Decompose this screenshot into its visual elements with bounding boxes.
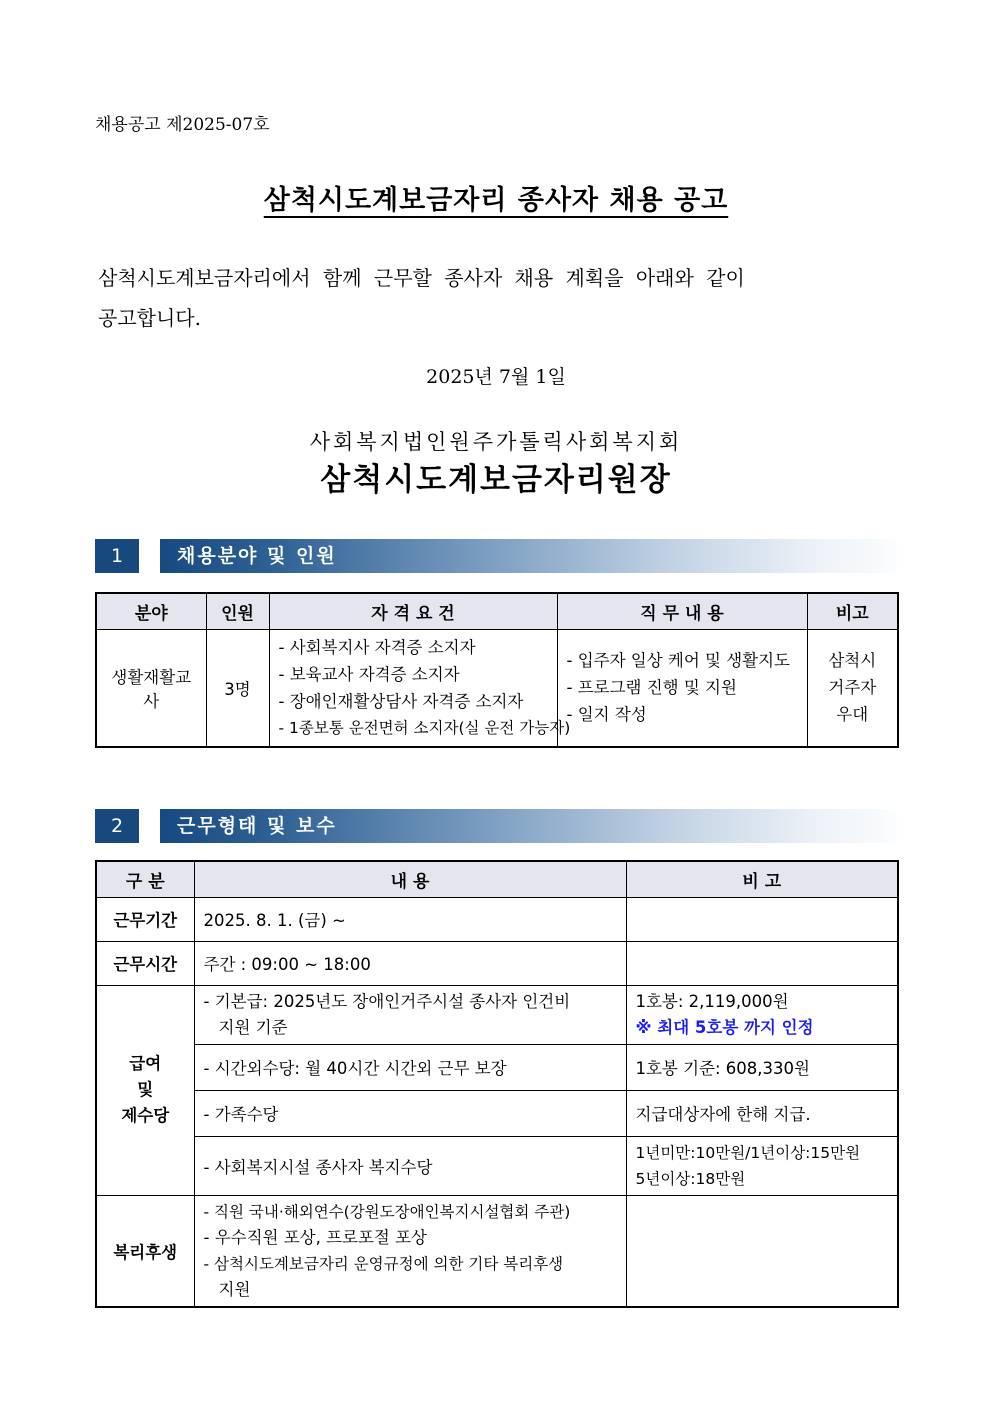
note-line: 삼척시 <box>828 651 877 671</box>
organization-head: 삼척시도계보금자리원장 <box>320 462 672 498</box>
cell-note <box>807 629 898 747</box>
base-pay-line: - 기본급: 2025년도 장애인거주시설 종사자 인건비 <box>203 991 571 1011</box>
cell-duties <box>557 629 807 747</box>
table-row-period <box>96 897 898 941</box>
duty-item: - 입주자 일상 케어 및 생활지도 <box>566 651 790 671</box>
col-header-field: 분야 <box>96 593 206 629</box>
base-pay-note-amount: 1호봉: 2,119,000원 <box>635 991 789 1011</box>
cell-benefits-note <box>626 1195 898 1307</box>
duty-item: - 일지 작성 <box>566 705 647 725</box>
row-label-salary-group <box>96 985 194 1195</box>
organization-name: 사회복지법인원주가톨릭사회복지회 <box>309 430 683 454</box>
cell-count: 3명 <box>206 629 269 747</box>
section2-number-badge: 2 <box>95 809 139 843</box>
note-line: 우대 <box>836 705 869 725</box>
cell-welfare-allowance-content: - 사회복지시설 종사자 복지수당 <box>194 1136 626 1195</box>
qualification-item: - 1종보통 운전면허 소지자(실 운전 가능자) <box>278 718 571 737</box>
work-table-header-row <box>96 861 898 897</box>
cell-field: 생활재활교사 <box>96 629 206 747</box>
col-header-duties: 직 무 내 용 <box>557 593 807 629</box>
base-pay-line: 지원 기준 <box>218 1017 288 1037</box>
section1-header <box>95 539 897 573</box>
col-header-content: 내 용 <box>194 861 626 897</box>
table-row-hours <box>96 941 898 985</box>
note-line: 거주자 <box>828 678 877 698</box>
col-header-count: 인원 <box>206 593 269 629</box>
row-label-period: 근무기간 <box>96 897 194 941</box>
qualification-item: - 보육교사 자격증 소지자 <box>278 664 460 684</box>
base-pay-note-limit: ※ 최대 5호봉 까지 인정 <box>635 1017 814 1037</box>
cell-base-pay-note <box>626 985 898 1044</box>
cell-overtime-content: - 시간외수당: 월 40시간 시간외 근무 보장 <box>194 1044 626 1090</box>
page-title <box>0 178 992 217</box>
cell-family-content: - 가족수당 <box>194 1090 626 1136</box>
cell-period-note <box>626 897 898 941</box>
intro-line-1: 삼척시도계보금자리에서 함께 근무할 종사자 채용 계획을 아래와 같이 <box>98 266 745 290</box>
cell-welfare-allowance-note <box>626 1136 898 1195</box>
doc-number: 채용공고 제2025-07호 <box>95 115 270 135</box>
duty-item: - 프로그램 진행 및 지원 <box>566 678 737 698</box>
recruitment-table-header-row <box>96 593 898 629</box>
cell-hours-content: 주간 : 09:00 ~ 18:00 <box>194 941 626 985</box>
cell-overtime-note: 1호봉 기준: 608,330원 <box>626 1044 898 1090</box>
welfare-note-line: 1년미만:10만원/1년이상:15만원 <box>635 1143 861 1162</box>
salary-label-line: 급여 <box>129 1054 162 1073</box>
recruitment-table <box>95 592 899 748</box>
qualification-item: - 사회복지사 자격증 소지자 <box>278 637 476 657</box>
work-conditions-table <box>95 860 899 1308</box>
section1-title-bar: 채용분야 및 인원 <box>160 539 897 573</box>
benefit-item: - 삼척시도계보금자리 운영규정에 의한 기타 복리후생 <box>203 1254 564 1273</box>
benefit-item: - 직원 국내·해외연수(강원도장애인복지시설협회 주관) <box>203 1202 571 1221</box>
col-header-remark: 비 고 <box>626 861 898 897</box>
cell-period-content: 2025. 8. 1. (금) ~ <box>194 897 626 941</box>
table-row-base-pay <box>96 985 898 1044</box>
section1-number-badge: 1 <box>95 539 139 573</box>
table-row-overtime <box>96 1044 898 1090</box>
col-header-category: 구 분 <box>96 861 194 897</box>
section2-header <box>95 809 897 843</box>
cell-qualifications <box>269 629 571 747</box>
table-row-welfare-allowance <box>96 1136 898 1195</box>
section2-title-bar: 근무형태 및 보수 <box>160 809 897 843</box>
salary-label-line: 제수당 <box>121 1106 170 1125</box>
cell-base-pay-content <box>194 985 626 1044</box>
row-label-hours: 근무시간 <box>96 941 194 985</box>
row-label-benefits: 복리후생 <box>96 1195 194 1307</box>
qualification-item: - 장애인재활상담사 자격증 소지자 <box>278 691 524 711</box>
salary-label-line: 및 <box>137 1080 154 1099</box>
announcement-date: 2025년 7월 1일 <box>426 366 566 388</box>
welfare-note-line: 5년이상:18만원 <box>635 1169 746 1188</box>
benefit-item: - 우수직원 포상, 프로포절 포상 <box>203 1227 427 1247</box>
benefit-item: 지원 <box>218 1279 251 1299</box>
intro-line-2: 공고합니다. <box>98 306 201 330</box>
cell-benefits-content <box>194 1195 626 1307</box>
intro-paragraph <box>98 258 868 338</box>
table-row-benefits <box>96 1195 898 1307</box>
cell-hours-note <box>626 941 898 985</box>
table-row <box>96 629 898 747</box>
col-header-note: 비고 <box>807 593 898 629</box>
page-title-text: 삼척시도계보금자리 종사자 채용 공고 <box>263 185 729 216</box>
col-header-qualifications: 자 격 요 건 <box>269 593 557 629</box>
cell-family-note: 지급대상자에 한해 지급. <box>626 1090 898 1136</box>
table-row-family-allowance <box>96 1090 898 1136</box>
